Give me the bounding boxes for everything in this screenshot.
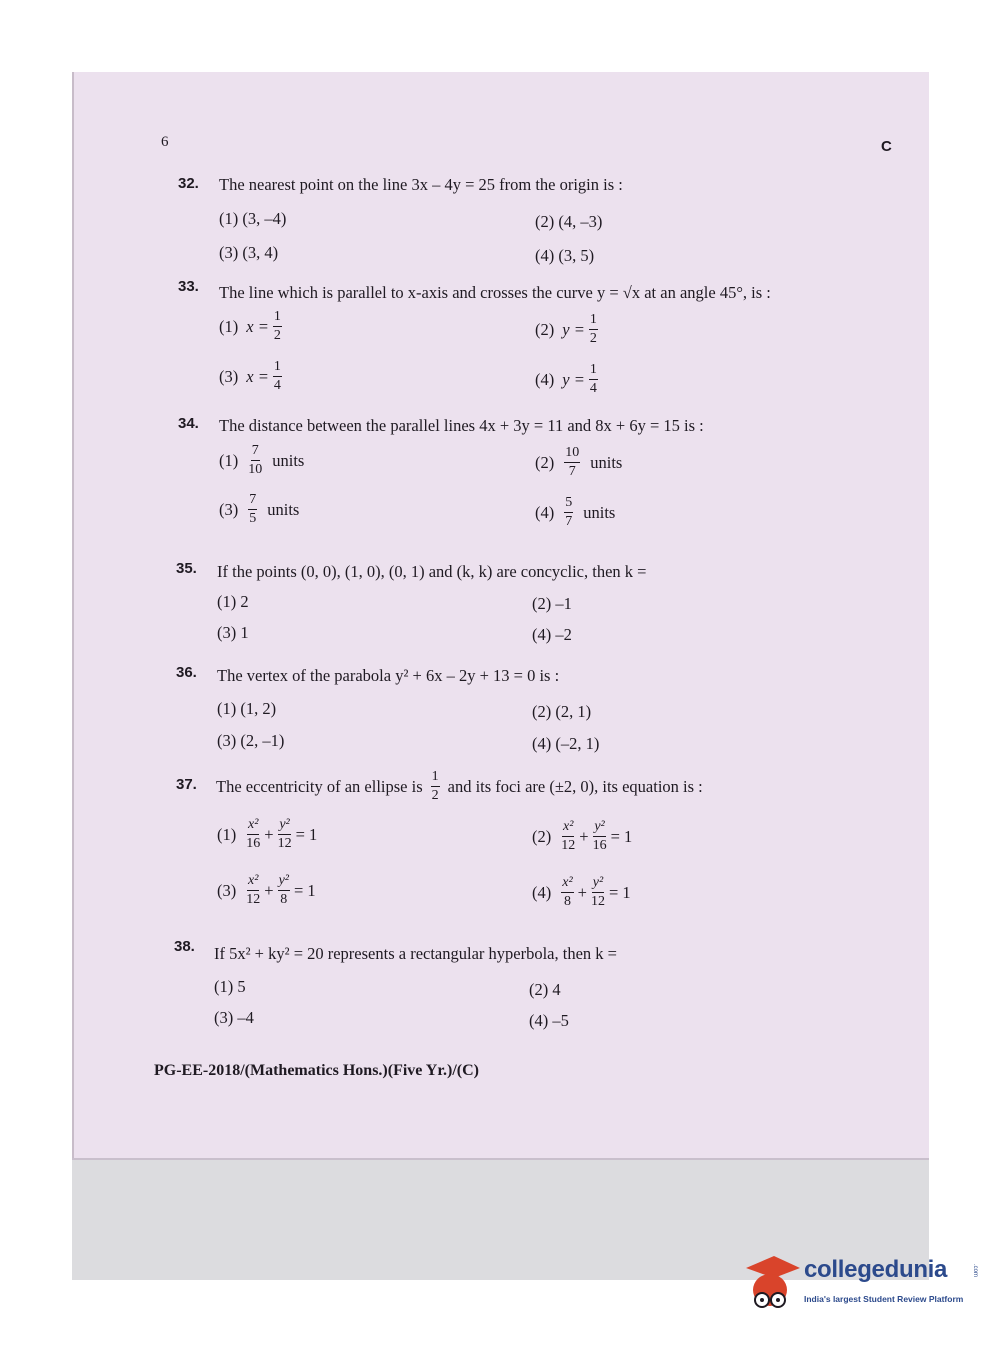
page-number: 6 [161, 134, 169, 150]
option-label: (4) [532, 882, 552, 902]
option-label: (4) [535, 369, 555, 389]
option-3: (3) (2, –1) [217, 731, 285, 750]
question-text: The line which is parallel to x-axis and crosses the curve y = √x at an angle 45°, is : [219, 283, 771, 302]
option-label: (3) [219, 499, 239, 519]
fraction [561, 820, 575, 853]
fraction-denominator: 4 [273, 378, 281, 393]
fraction [564, 496, 573, 529]
question-text [216, 770, 703, 803]
question-number: 38. [174, 938, 195, 955]
fraction-numerator: y² [278, 818, 290, 835]
fraction-denominator: 12 [277, 836, 292, 851]
option-2 [535, 313, 600, 346]
equation-lhs: y = [562, 319, 585, 339]
option-3: (3) (3, 4) [219, 243, 279, 262]
fraction-denominator: 7 [565, 514, 573, 529]
equation-rhs: = 1 [293, 880, 316, 900]
question-number: 37. [176, 776, 197, 793]
fraction-denominator: 2 [589, 331, 597, 346]
unit-label: units [583, 502, 616, 522]
fraction [273, 310, 282, 343]
question-number: 33. [178, 278, 199, 295]
option-1: (1) 5 [214, 977, 246, 996]
fraction-numerator: x² [247, 818, 259, 835]
question-text-part: and its foci are (±2, 0), its equation is : [447, 776, 703, 796]
option-4: (4) (3, 5) [535, 246, 595, 265]
option-1: (1) (3, –4) [219, 209, 287, 228]
option-3: (3) 1 [217, 623, 249, 642]
equation-rhs: = 1 [295, 824, 318, 844]
fraction [278, 818, 292, 851]
option-1 [219, 444, 304, 477]
fraction-numerator: 7 [251, 444, 260, 461]
brand-name: collegedunia [804, 1256, 948, 1283]
question-number: 32. [178, 175, 199, 192]
option-3 [219, 493, 299, 526]
option-label: (1) [219, 316, 239, 336]
fraction-numerator: 1 [273, 310, 282, 327]
option-3 [219, 360, 284, 393]
question-text-part: The eccentricity of an ellipse is [216, 776, 423, 796]
fraction-numerator: x² [247, 874, 259, 891]
question-text: The nearest point on the line 3x – 4y = 25 from the origin is : [219, 175, 623, 194]
fraction-denominator: 12 [590, 894, 605, 909]
fraction-numerator: x² [561, 876, 573, 893]
fraction-numerator: 1 [589, 313, 598, 330]
fraction-denominator: 8 [280, 892, 288, 907]
fraction [591, 876, 605, 909]
question-text: The distance between the parallel lines 4x + 3y = 11 and 8x + 6y = 15 is : [219, 416, 704, 435]
fraction-numerator: 1 [589, 363, 598, 380]
fraction [564, 446, 580, 479]
collegedunia-logo [740, 1250, 980, 1320]
fraction-numerator: 7 [248, 493, 257, 510]
option-label: (4) [535, 502, 555, 522]
fraction-denominator: 2 [431, 788, 439, 803]
fraction-denominator: 2 [273, 328, 281, 343]
question-text: If the points (0, 0), (1, 0), (0, 1) and (k, k) are concyclic, then k = [217, 562, 647, 581]
fraction [246, 818, 260, 851]
option-3: (3) $\frac{\text{x²}}{12}$ + $\frac{\text{y²}}{8}$ = 1 [217, 873, 316, 907]
unit-label: units [267, 499, 300, 519]
question-number: 35. [176, 560, 197, 577]
option-4: (4) –5 [529, 1011, 569, 1030]
option-1: (1) $\frac{\text{x²}}{16}$ + $\frac{\text{y²}}{12}$ = 1 [217, 817, 318, 851]
option-1 [219, 310, 284, 343]
option-2 [535, 446, 622, 479]
option-2: (2) $\frac{\text{x²}}{12}$ + $\frac{\text{y²}}{16}$ = 1 [532, 819, 633, 853]
fraction-denominator: 8 [563, 894, 571, 909]
option-1: (1) 2 [217, 592, 249, 611]
option-2: (2) (4, –3) [535, 212, 603, 231]
fraction-numerator: 5 [564, 496, 573, 513]
fraction-numerator: 1 [273, 360, 282, 377]
mascot-icon [740, 1250, 802, 1316]
option-2: (2) –1 [532, 594, 572, 613]
option-label: (2) [535, 452, 555, 472]
fraction-denominator: 16 [592, 838, 607, 853]
question-text: If 5x² + ky² = 20 represents a rectangular hyperbola, then k = [214, 944, 617, 963]
fraction-denominator: 4 [589, 381, 597, 396]
fraction-denominator: 10 [248, 462, 263, 477]
unit-label: units [590, 452, 623, 472]
option-4: (4) $\frac{\text{x²}}{8}$ + $\frac{\text{y²}}{12}$ = 1 [532, 875, 631, 909]
fraction-numerator: y² [278, 874, 290, 891]
fraction [273, 360, 282, 393]
option-2: (2) (2, 1) [532, 702, 592, 721]
fraction-denominator: 7 [568, 464, 576, 479]
option-label: (1) [217, 824, 237, 844]
question-number: 34. [178, 415, 199, 432]
fraction-numerator: 1 [431, 770, 440, 787]
equation-lhs: x = [246, 366, 269, 386]
option-4 [535, 363, 600, 396]
fraction-numerator: 10 [564, 446, 580, 463]
fraction [246, 874, 260, 907]
page-edge [72, 72, 74, 1280]
fraction-numerator: y² [593, 820, 605, 837]
fraction [561, 876, 573, 909]
fraction-denominator: 5 [249, 511, 257, 526]
set-code: C [881, 138, 892, 155]
option-4: (4) (–2, 1) [532, 734, 600, 753]
fraction [248, 444, 262, 477]
option-label: (1) [219, 450, 239, 470]
fraction-numerator: x² [562, 820, 574, 837]
option-1: (1) (1, 2) [217, 699, 277, 718]
fraction [589, 363, 598, 396]
question-number: 36. [176, 664, 197, 681]
exam-page [72, 72, 929, 1280]
brand-tagline: India's largest Student Review Platform [804, 1294, 964, 1304]
equation-rhs: = 1 [608, 882, 631, 902]
option-2: (2) 4 [529, 980, 561, 999]
fraction-denominator: 12 [561, 838, 576, 853]
fraction [248, 493, 257, 526]
option-label: (2) [535, 319, 555, 339]
option-3: (3) –4 [214, 1008, 254, 1027]
fraction [589, 313, 598, 346]
fraction-denominator: 12 [246, 892, 261, 907]
option-label: (2) [532, 826, 552, 846]
option-4: (4) –2 [532, 625, 572, 644]
equation-lhs: x = [246, 316, 269, 336]
unit-label: units [272, 450, 305, 470]
equation-lhs: y = [562, 369, 585, 389]
footer-code: PG-EE-2018/(Mathematics Hons.)(Five Yr.)/(C) [154, 1062, 479, 1079]
fraction [593, 820, 607, 853]
option-4 [535, 496, 615, 529]
option-label: (3) [217, 880, 237, 900]
fraction-numerator: y² [592, 876, 604, 893]
option-label: (3) [219, 366, 239, 386]
fraction-denominator: 16 [246, 836, 261, 851]
brand-suffix: .com [972, 1264, 978, 1278]
fraction [431, 770, 440, 803]
equation-rhs: = 1 [610, 826, 633, 846]
fraction [278, 874, 290, 907]
question-text: The vertex of the parabola y² + 6x – 2y + 13 = 0 is : [217, 666, 560, 685]
